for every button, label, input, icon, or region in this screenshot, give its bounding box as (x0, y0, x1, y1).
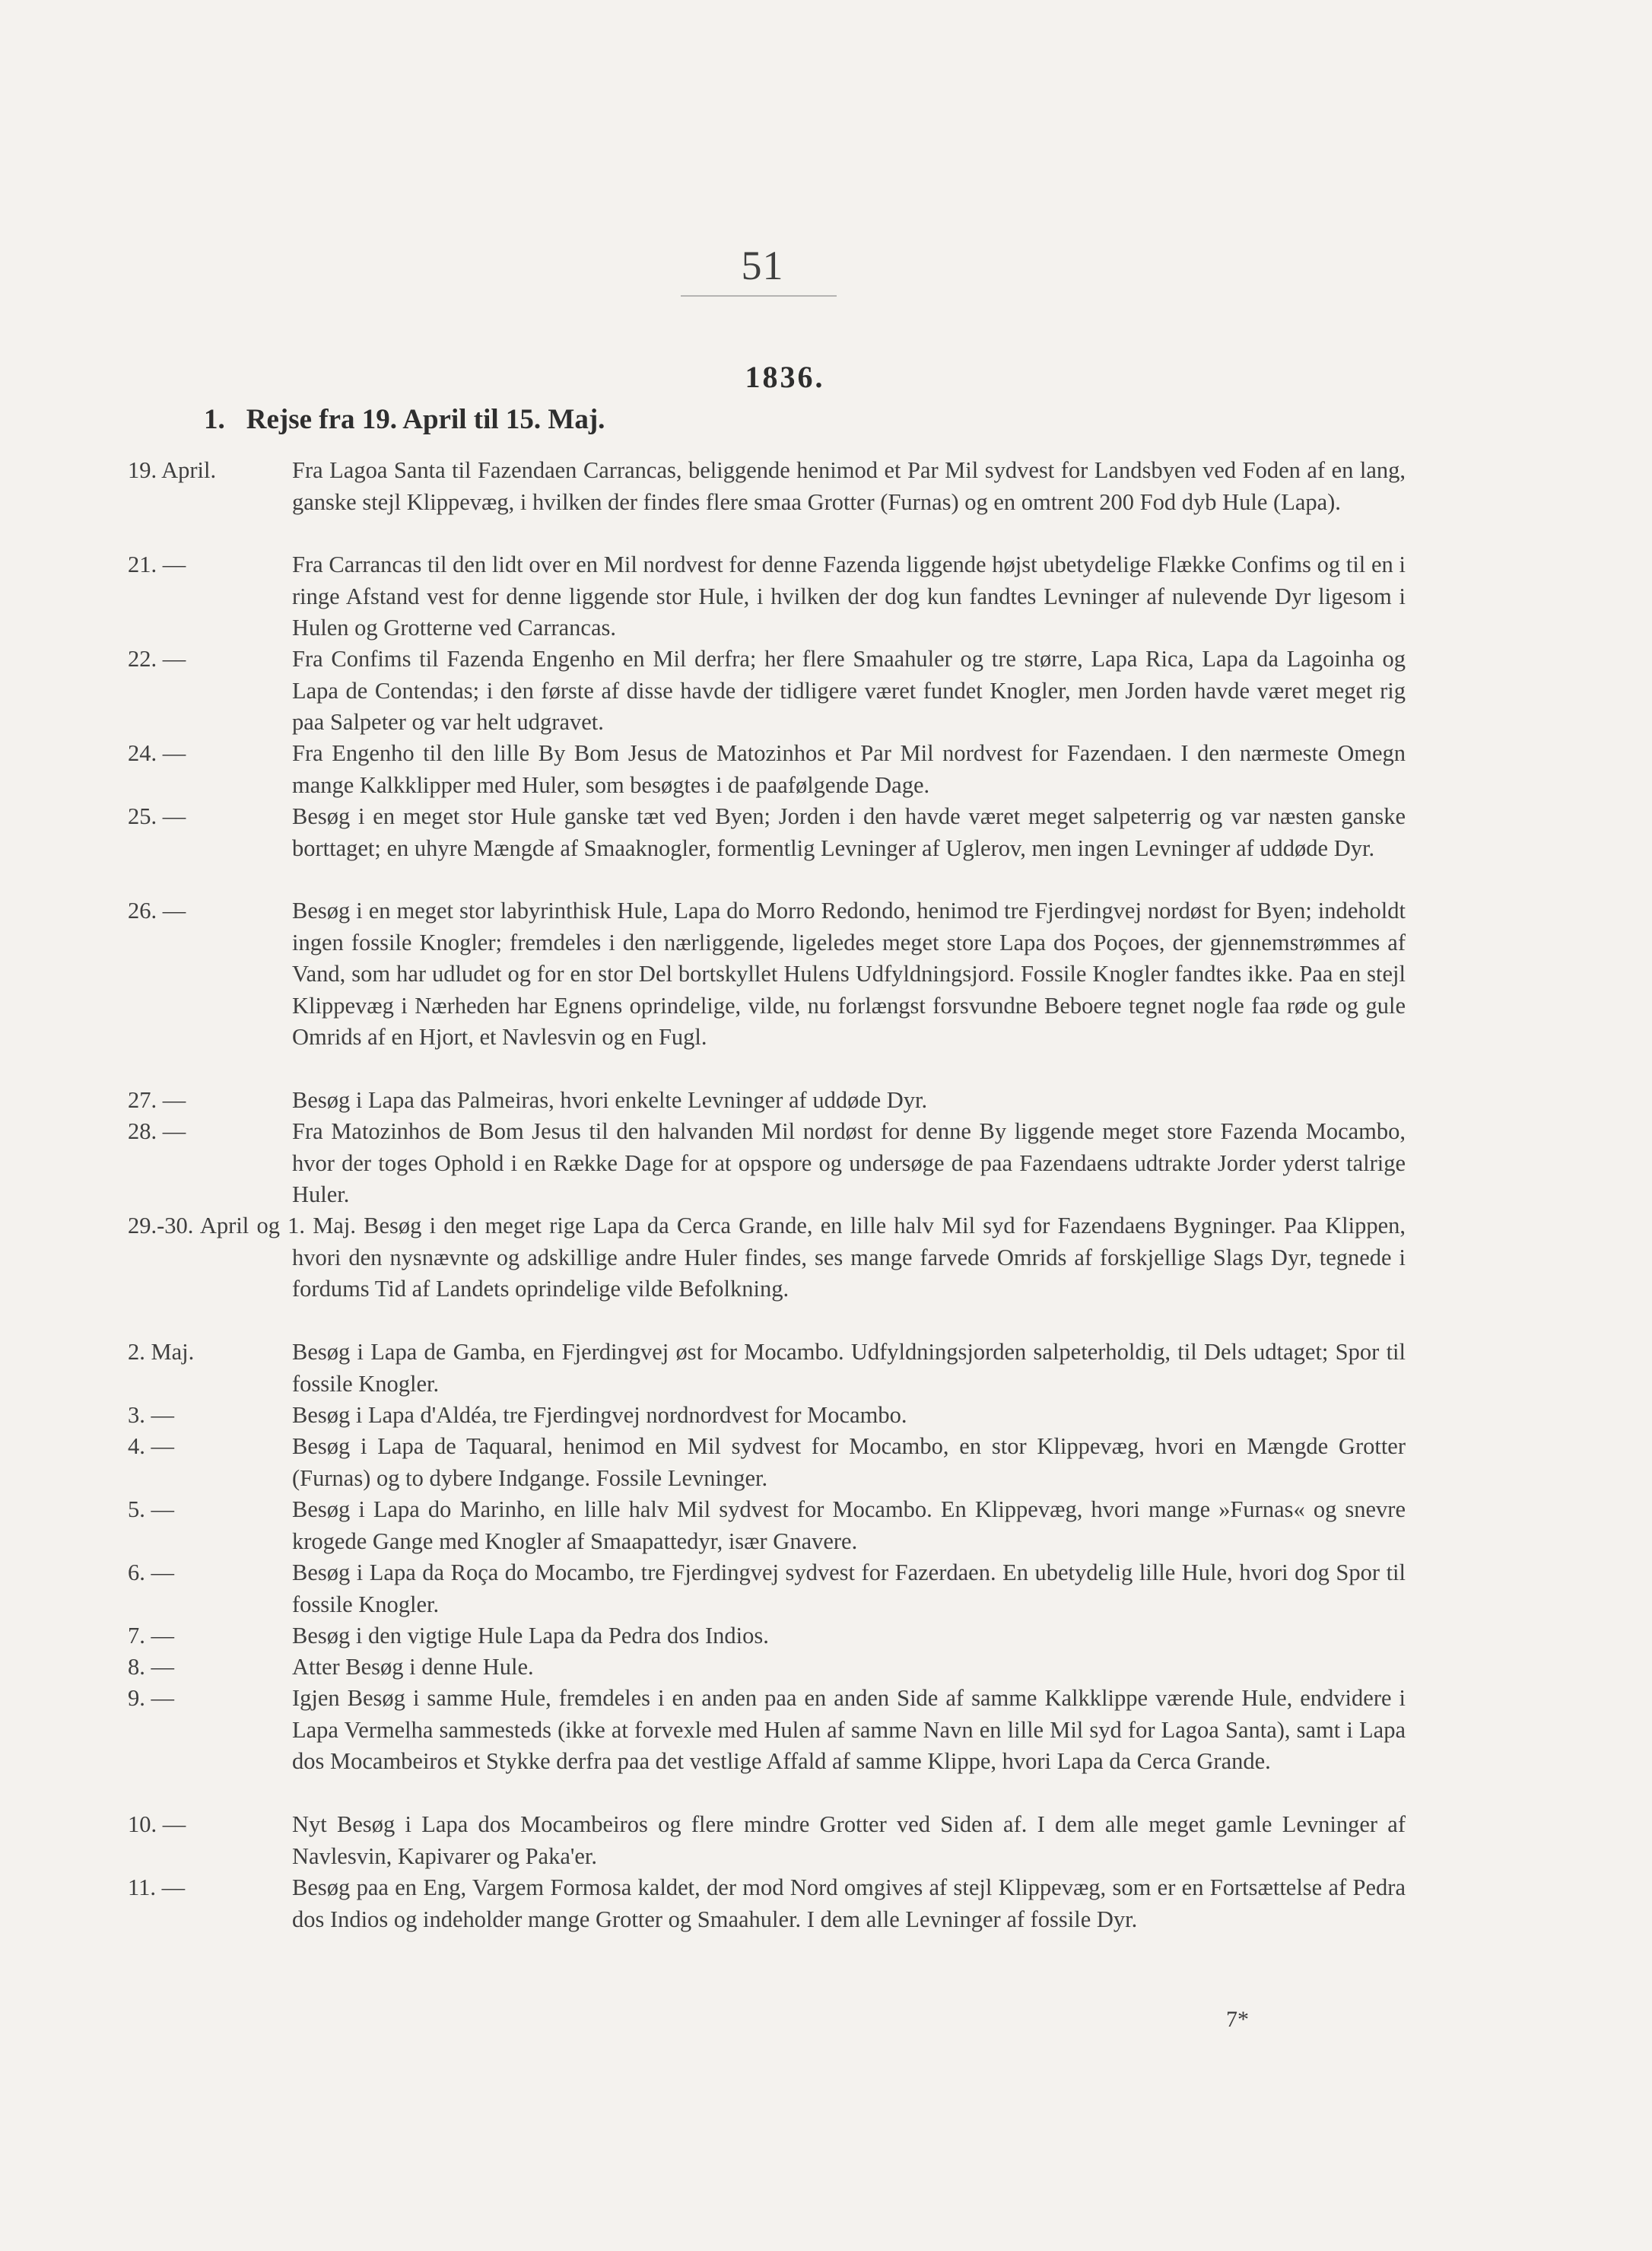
entry-date: 7. — (128, 1623, 174, 1649)
entry-11 (128, 1872, 1406, 1966)
entry-text: Nyt Besøg i Lapa dos Mocambeiros og flere mindre Grotter ved Siden af. I dem alle meget gamle Levninger af Navlesvin, Kapivarer og Paka'er. (292, 1811, 1406, 1869)
entry-text: Besøg i Lapa de Gamba, en Fjerdingvej øst for Mocambo. Udfyldningsjorden salpeterholdig, til Dels udtaget; Spor til fossile Knogler. (292, 1339, 1406, 1397)
entry-date: 24. — (128, 740, 186, 766)
entry-19-april (128, 455, 1406, 549)
entry-date: 27. — (128, 1087, 186, 1113)
entry-date: 19. April. (128, 457, 217, 483)
entry-list (128, 455, 1406, 1966)
entry-24 (128, 738, 1406, 801)
entry-date: 9. — (128, 1685, 174, 1711)
entry-text: Atter Besøg i denne Hule. (292, 1654, 534, 1680)
page-number-rule (681, 295, 837, 297)
entry-text: Besøg i den meget rige Lapa da Cerca Grande, en lille halv Mil syd for Fazendaens Bygninger. Paa Klippen, hvori den nysnævnte og adskillige andre Huler findes, ses mange farvede Omrids af forskjellige Slags Dyr, tegnede i fordums Tid af Landets oprindelige vilde Befolkning. (292, 1213, 1406, 1302)
entry-7 (128, 1620, 1406, 1652)
entry-date: 2. Maj. (128, 1339, 195, 1365)
entry-text: Fra Matozinhos de Bom Jesus til den halvanden Mil nordøst for denne By liggende meget store Fazenda Mocambo, hvor der toges Ophold i en Række Dage for at opspore og undersøge de paa Fazendaens udtrakte Jorder yderst talrige Huler. (292, 1118, 1406, 1207)
entry-26 (128, 895, 1406, 1085)
signature-mark: 7* (1226, 2007, 1249, 2032)
entry-2-maj (128, 1337, 1406, 1400)
entry-date: 6. — (128, 1559, 174, 1585)
entry-text: Besøg i en meget stor labyrinthisk Hule, Lapa do Morro Redondo, henimod tre Fjerdingvej nordøst for Byen; indeholdt ingen fossile Knogler; fremdeles i den nærliggende, ligeledes meget store Lapa dos Poçoes, der gjennemstrømmes af Vand, som har udludet og for en stor Del bortskyllet Hulens Udfyldningsjord. Fossile Knogler fandtes ikke. Paa en stejl Klippevæg i Nærheden har Egnens oprindelige, vilde, nu forlængst forsvundne Beboere tegnet nogle faa røde og gule Omrids af en Hjort, et Navlesvin og en Fugl. (292, 898, 1406, 1050)
entry-date: 21. — (128, 552, 186, 577)
entry-date: 11. — (128, 1874, 186, 1900)
entry-22 (128, 644, 1406, 738)
page-number: 51 (741, 243, 784, 288)
entry-date: 4. — (128, 1433, 174, 1459)
entry-line-wrap (128, 1210, 1406, 1305)
entry-date: 22. — (128, 646, 186, 672)
entry-text: Besøg i Lapa das Palmeiras, hvori enkelte Levninger af uddøde Dyr. (292, 1087, 928, 1113)
entry-text: Fra Confims til Fazenda Engenho en Mil derfra; her flere Smaahuler og tre større, Lapa Rica, Lapa da Lagoinha og Lapa de Contendas; i den første af disse havde der tidligere været fundet Knogler, men Jorden havde været meget rig paa Salpeter og var helt udgravet. (292, 646, 1406, 735)
entry-21 (128, 549, 1406, 644)
entry-text: Besøg paa en Eng, Vargem Formosa kaldet, der mod Nord omgives af stejl Klippevæg, som er en Fortsættelse af Pedra dos Indios og indeholder mange Grotter og Smaahuler. I dem alle Levninger af fossile Dyr. (292, 1874, 1406, 1932)
entry-9 (128, 1683, 1406, 1809)
entry-date: 8. — (128, 1654, 174, 1680)
entry-date: 5. — (128, 1496, 174, 1522)
entry-text: Besøg i Lapa da Roça do Mocambo, tre Fjerdingvej sydvest for Fazerdaen. En ubetydelig lille Hule, hvori dog Spor til fossile Knogler. (292, 1559, 1406, 1617)
entry-text: Besøg i Lapa do Marinho, en lille halv Mil sydvest for Mocambo. En Klippevæg, hvori mange »Furnas« og snevre krogede Gange med Knogler af Smaapattedyr, især Gnavere. (292, 1496, 1406, 1554)
journey-title: Rejse fra 19. April til 15. Maj. (246, 404, 605, 435)
entry-text: Fra Carrancas til den lidt over en Mil nordvest for denne Fazenda liggende højst ubetydelige Flække Confims og til en i ringe Afstand vest for denne liggende stor Hule, i hvilken der dog kun fandtes Levninger af nulevende Dyr ligesom i Hulen og Grotterne ved Carrancas. (292, 552, 1406, 641)
entry-text: Besøg i den vigtige Hule Lapa da Pedra dos Indios. (292, 1623, 769, 1649)
entry-date: 26. — (128, 898, 186, 924)
entry-3 (128, 1400, 1406, 1431)
year-heading: 1836. (745, 360, 825, 394)
entry-6 (128, 1557, 1406, 1620)
entry-8 (128, 1652, 1406, 1683)
entry-date: 10. — (128, 1811, 186, 1837)
journey-number: 1. (204, 404, 225, 435)
entry-text: Besøg i en meget stor Hule ganske tæt ved Byen; Jorden i den havde været meget salpeterrig og var næsten ganske borttaget; en uhyre Mængde af Smaaknogler, formentlig Levninger af Uglerov, men ingen Levninger af uddøde Dyr. (292, 803, 1406, 861)
entry-text: Igjen Besøg i samme Hule, fremdeles i en anden paa en anden Side af samme Kalkklippe værende Hule, endvidere i Lapa Vermelha sammesteds (ikke at forvexle med Hulen af samme Navn en lille Mil syd for Lagoa Santa), samt i Lapa dos Mocambeiros et Stykke derfra paa det vestlige Affald af samme Klippe, hvori Lapa da Cerca Grande. (292, 1685, 1406, 1774)
entry-text: Besøg i Lapa de Taquaral, henimod en Mil sydvest for Mocambo, en stor Klippevæg, hvori en Mængde Grotter (Furnas) og to dybere Indgange. Fossile Levninger. (292, 1433, 1406, 1491)
entry-text: Besøg i Lapa d'Aldéa, tre Fjerdingvej nordnordvest for Mocambo. (292, 1402, 907, 1428)
entry-10 (128, 1809, 1406, 1872)
entry-4 (128, 1431, 1406, 1494)
entry-date: 28. — (128, 1118, 186, 1144)
entry-text: Fra Engenho til den lille By Bom Jesus de Matozinhos et Par Mil nordvest for Fazendaen. I den nærmeste Omegn mange Kalkklipper med Huler, som besøgtes i de paafølgende Dage. (292, 740, 1406, 798)
entry-text: Fra Lagoa Santa til Fazendaen Carrancas, beliggende henimod et Par Mil sydvest for Landsbyen ved Foden af en lang, ganske stejl Klippevæg, i hvilken der findes flere smaa Grotter (Furnas) og en omtrent 200 Fod dyb Hule (Lapa). (292, 457, 1406, 515)
entry-date: 29.-30. April og 1. Maj. (128, 1213, 356, 1238)
entry-5 (128, 1494, 1406, 1557)
entry-27 (128, 1085, 1406, 1116)
entry-28 (128, 1116, 1406, 1210)
entry-date: 3. — (128, 1402, 174, 1428)
entry-29-30-april-1-maj (128, 1210, 1406, 1337)
entry-25 (128, 801, 1406, 895)
entry-date: 25. — (128, 803, 186, 829)
journey-heading (204, 403, 605, 436)
